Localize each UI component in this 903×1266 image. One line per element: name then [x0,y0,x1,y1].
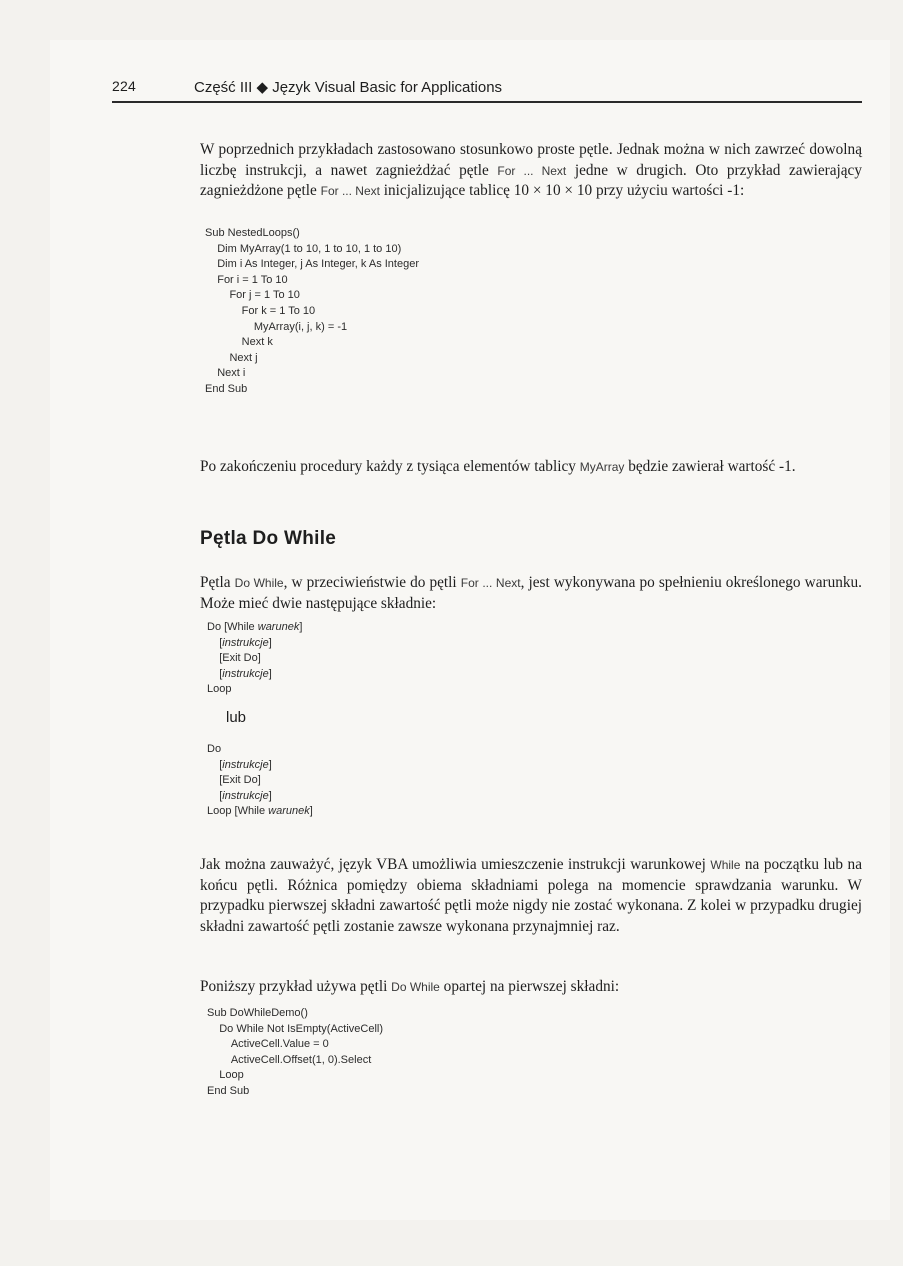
header-divider [112,101,862,103]
running-title: Część III ◆ Język Visual Basic for Applications [194,79,503,96]
code-line: Next i [205,367,246,380]
code-block-nested-loops [205,226,419,398]
inline-code: MyArray [579,460,625,474]
paragraph-explanation [200,855,862,937]
code-line: Dim i As Integer, j As Integer, k As Integer [205,258,419,271]
code-line: For i = 1 To 10 [205,273,288,286]
paragraph-text: opartej na pierwszej składni: [439,978,620,995]
code-line: End Sub [205,382,248,395]
code-line: Dim MyArray(1 to 10, 1 to 10, 1 to 10) [205,242,402,255]
code-block-syntax-2 [207,742,313,820]
code-block-syntax-1 [207,620,302,698]
paragraph-result [200,457,862,478]
section-heading: Pętla Do While [200,528,337,549]
code-line: Loop [207,1069,244,1082]
paragraph-text: Po zakończeniu procedury każdy z tysiąca elementów tablicy [200,458,580,475]
inline-code: For ... Next [460,576,521,590]
code-line: Next j [205,351,258,364]
paragraph-text: , w przeciwieństwie do pętli [283,574,461,591]
paragraph-do-while-intro [200,573,862,614]
code-line: [instrukcje] [207,758,272,771]
paragraph-text: jedne w drugich. Oto przykład zawierający zagnieżdżone pętle [200,161,862,200]
code-line: [Exit Do] [207,774,261,787]
paragraph-text: na początku lub na końcu pętli. Różnica pomiędzy obiema składniami polega na momencie sprawdzania warunku. W przypadku pierwszej składni zawartość pętli może nigdy nie zostać wykonana. Z kolei w przypadku drugiej składni zawartość pętli zostanie zawsze wykonana przynajmniej raz. [200,856,862,935]
alternative-label [226,709,246,726]
code-line: Sub DoWhileDemo() [207,1007,308,1019]
code-block-do-while-demo [207,1006,383,1100]
code-line: [Exit Do] [207,652,261,665]
code-line: ActiveCell.Offset(1, 0).Select [207,1053,372,1066]
code-line: Do [207,743,222,755]
book-page [50,40,890,1220]
code-line: Loop [207,683,232,696]
code-line: ActiveCell.Value = 0 [207,1038,329,1051]
inline-code: While [710,858,741,872]
code-line: [instrukcje] [207,667,272,680]
code-line: [instrukcje] [207,789,272,802]
code-line: For k = 1 To 10 [205,304,316,317]
page-header [112,78,862,108]
paragraph-intro [200,140,862,202]
paragraph-text: Jak można zauważyć, język VBA umożliwia umieszczenie instrukcji warunkowej [200,856,711,873]
code-line: For j = 1 To 10 [205,289,300,302]
inline-code: For ... Next [497,163,567,178]
code-line: Sub NestedLoops() [205,227,300,239]
inline-code: For ... Next [320,184,380,199]
code-line: End Sub [207,1084,250,1097]
inline-code: Do While [234,576,284,590]
paragraph-text: inicjalizujące tablicę 10 × 10 × 10 przy użyciu wartości -1: [379,182,745,200]
code-line: Do While Not IsEmpty(ActiveCell) [207,1022,384,1035]
paragraph-text: W poprzednich przykładach zastosowano stosunkowo proste pętle. Jednak można w nich zawrzeć dowolną liczbę instrukcji, a nawet zagnieżdżać pętle [200,141,862,179]
lub-text: lub [226,709,247,726]
code-line: Do [While warunek] [207,621,303,633]
paragraph-text: Pętla [200,574,235,591]
code-line: MyArray(i, j, k) = -1 [205,320,348,333]
code-line: Next k [205,336,273,349]
code-line: [instrukcje] [207,636,272,649]
paragraph-text: będzie zawierał wartość -1. [624,458,796,475]
code-line: Loop [While warunek] [207,805,313,818]
section-heading-container [200,528,336,550]
paragraph-text: , jest wykonywana po spełnieniu określonego warunku. Może mieć dwie następujące składnie: [200,574,862,612]
paragraph-text: Poniższy przykład używa pętli [200,978,392,995]
paragraph-example-intro [200,977,862,998]
page-number: 224 [112,78,136,94]
inline-code: Do While [391,980,440,994]
